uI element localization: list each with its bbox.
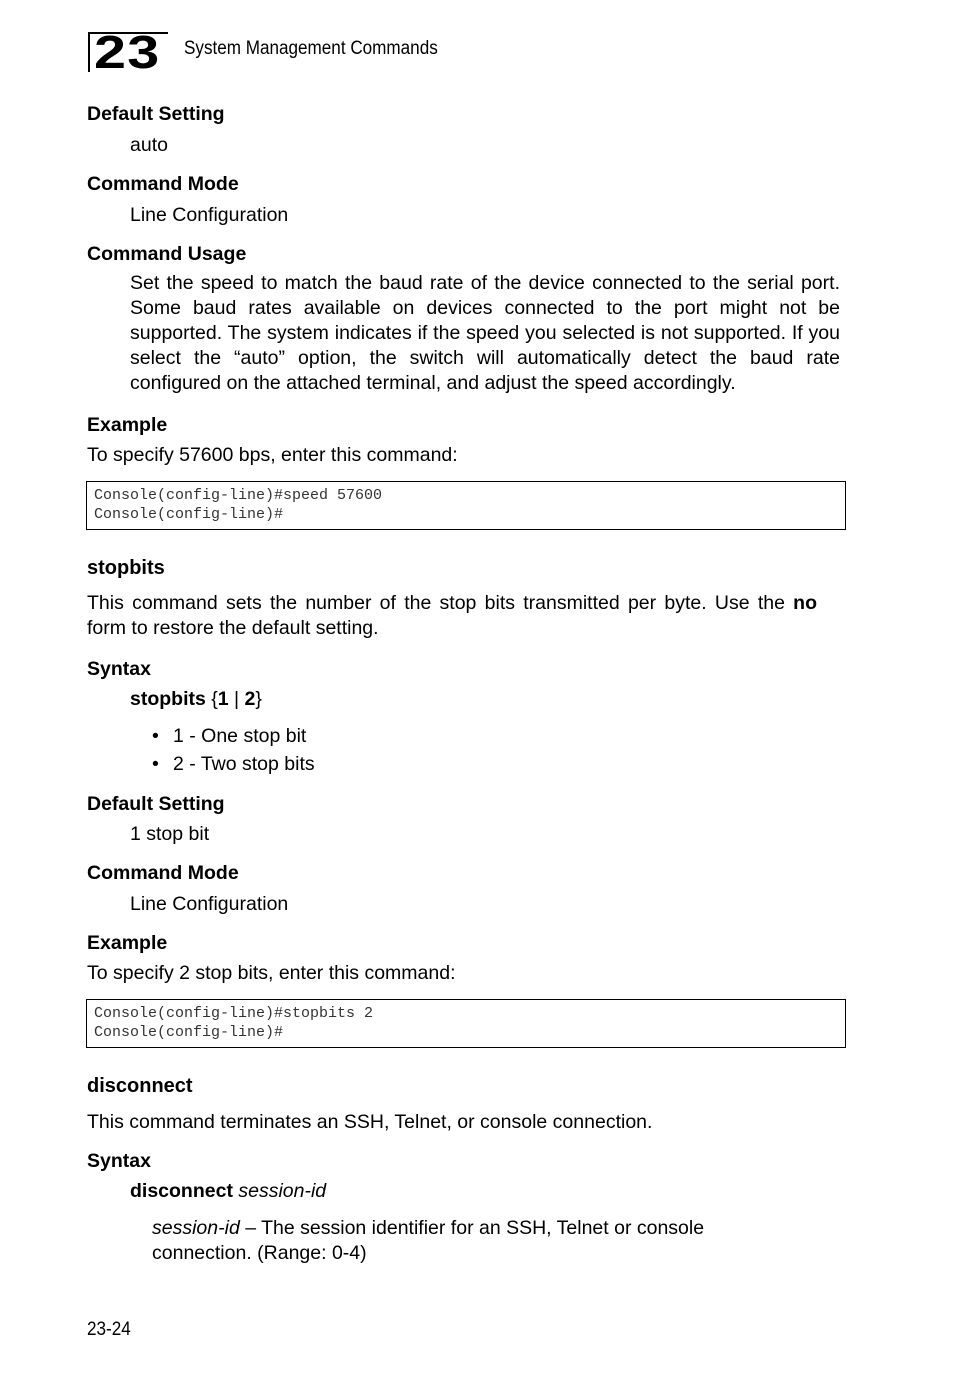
command-mode-value: Line Configuration: [130, 204, 289, 226]
code-line: Console(config-line)#: [94, 1024, 284, 1041]
default-setting-heading: Default Setting: [87, 793, 225, 815]
example-intro: To specify 57600 bps, enter this command:: [87, 444, 458, 466]
syntax-heading: Syntax: [87, 658, 151, 680]
list-item: • 2 - Two stop bits: [152, 753, 315, 775]
page-number: 23-24: [87, 1319, 131, 1340]
default-setting-value: auto: [130, 134, 168, 156]
example-intro: To specify 2 stop bits, enter this command:: [87, 962, 456, 984]
command-mode-heading: Command Mode: [87, 173, 239, 195]
code-example: [86, 481, 846, 530]
syntax-line: disconnect session-id: [130, 1180, 327, 1202]
syntax-heading: Syntax: [87, 1150, 151, 1172]
example-heading: Example: [87, 932, 168, 954]
example-heading: Example: [87, 414, 168, 436]
code-example: [86, 999, 846, 1048]
chapter-number-badge: 23: [88, 32, 168, 72]
chapter-title: System Management Commands: [184, 38, 438, 59]
section-title-disconnect: disconnect: [87, 1075, 193, 1097]
command-mode-heading: Command Mode: [87, 862, 239, 884]
default-setting-value: 1 stop bit: [130, 823, 210, 845]
code-line: Console(config-line)#speed 57600: [94, 487, 383, 504]
parameter-description: session-id – The session identifier for an SSH, Telnet or console connection. (Range: 0-4): [152, 1217, 705, 1264]
syntax-line: stopbits {1 | 2}: [130, 688, 262, 710]
command-usage-heading: Command Usage: [87, 243, 247, 265]
command-usage-text: Set the speed to match the baud rate of the device connected to the serial port. Some baud rates available on devices connected to the port might not be supported. The system indicates if the speed you selected is not supported. If you select the “auto” option, the switch will automatically detect the baud rate configured on the attached terminal, and adjust the speed accordingly.: [130, 272, 840, 394]
list-item: • 1 - One stop bit: [152, 725, 307, 747]
code-line: Console(config-line)#stopbits 2: [94, 1005, 374, 1022]
section-title-stopbits: stopbits: [87, 557, 165, 579]
stopbits-description: This command sets the number of the stop bits transmitted per byte. Use the no form to restore the default setting.: [87, 592, 817, 639]
code-line: Console(config-line)#: [94, 506, 284, 523]
default-setting-heading: Default Setting: [87, 103, 225, 125]
command-mode-value: Line Configuration: [130, 893, 289, 915]
disconnect-description: This command terminates an SSH, Telnet, or console connection.: [87, 1111, 653, 1133]
